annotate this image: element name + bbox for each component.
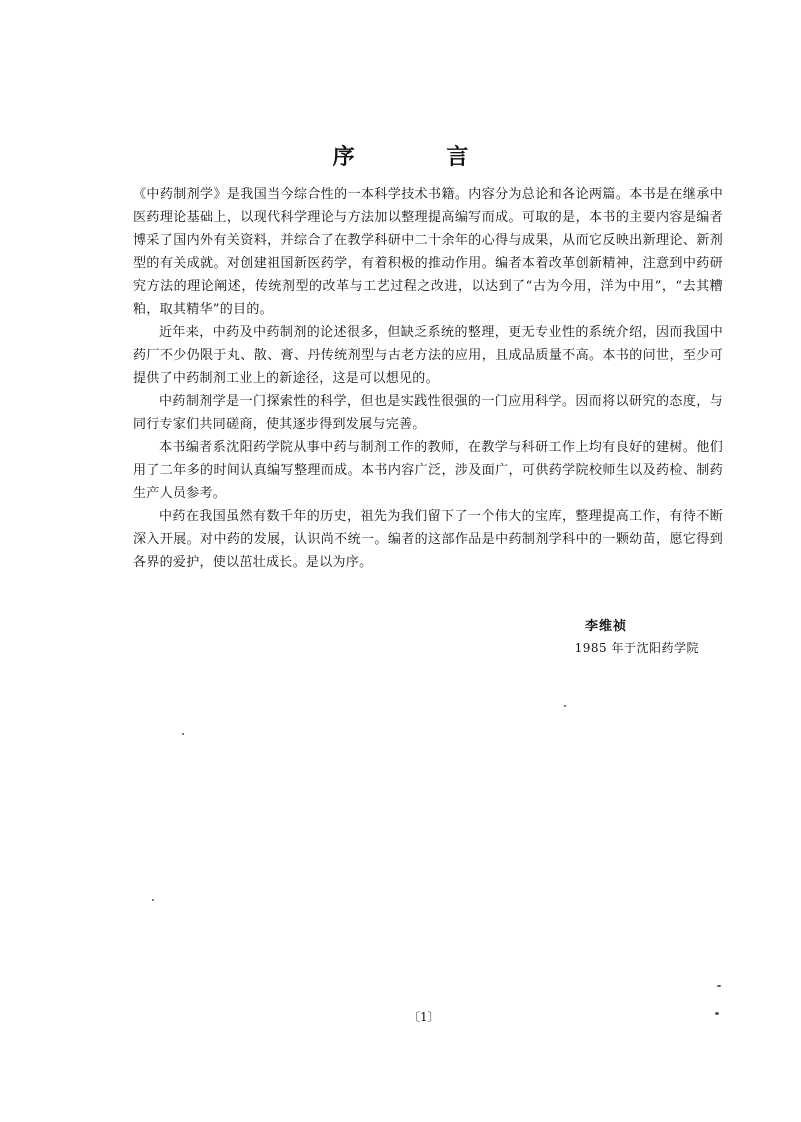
paragraph-1: 《中药制剂学》是我国当今综合性的一本科学技术书籍。内容分为总论和各论两篇。本书是在继承中医药理论基础上，以现代科学理论与方法加以整理提高编写而成。可取的是，本书的主要内容是编者博采了国内外有关资料，并综合了在教学科研中二十余年的心得与成果，从而它反映出新理论、新剂型的有关成就。对创建祖国新医药学，有着积极的推动作用。编者本着改革创新精神，注意到中药研究方法的理论阐述，传统剂型的改革与工艺过程之改进，以达到了“古为今用，洋为中用”，“去其糟粕，取其精华”的目的。	[133, 187, 723, 317]
paragraph-2: 近年来，中药及中药制剂的论述很多，但缺乏系统的整理，更无专业性的系统介绍，因而我国中药厂不少仍限于丸、散、膏、丹传统剂型与古老方法的应用，且成品质量不高。本书的问世，至少可提供了中药制剂工业上的新途径，这是可以想见的。	[133, 325, 723, 386]
date-line: 1985 年于沈阳药学院	[574, 641, 699, 655]
scan-speck	[152, 899, 154, 901]
paragraph-3: 中药制剂学是一门探索性的科学，但也是实践性很强的一门应用科学。因而将以研究的态度，与同行专家们共同磋商，使其逐步得到发展与完善。	[133, 394, 723, 432]
scan-speck	[715, 1012, 719, 1015]
paragraph-5: 中药在我国虽然有数千年的历史，祖先为我们留下了一个伟大的宝库，整理提高工作，有待不断深入开展。对中药的发展，认识尚不统一。编者的这部作品是中药制剂学科中的一颗幼苗，愿它得到各界的爱护，使以茁壮成长。是以为序。	[133, 509, 723, 570]
author-signature: 李维祯	[584, 619, 627, 634]
scan-speck	[717, 985, 721, 987]
scan-speck	[564, 705, 566, 707]
page-number: 〔1〕	[408, 1010, 440, 1024]
preface-body	[133, 183, 723, 574]
paragraph-4: 本书编者系沈阳药学院从事中药与制剂工作的教师，在教学与科研工作上均有良好的建树。他们用了二年多的时间认真编写整理而成。本书内容广泛，涉及面广，可供药学院校师生以及药检、制药生产人员参考。	[133, 440, 723, 501]
page-title: 序 言	[332, 145, 511, 170]
scan-speck	[182, 733, 184, 735]
